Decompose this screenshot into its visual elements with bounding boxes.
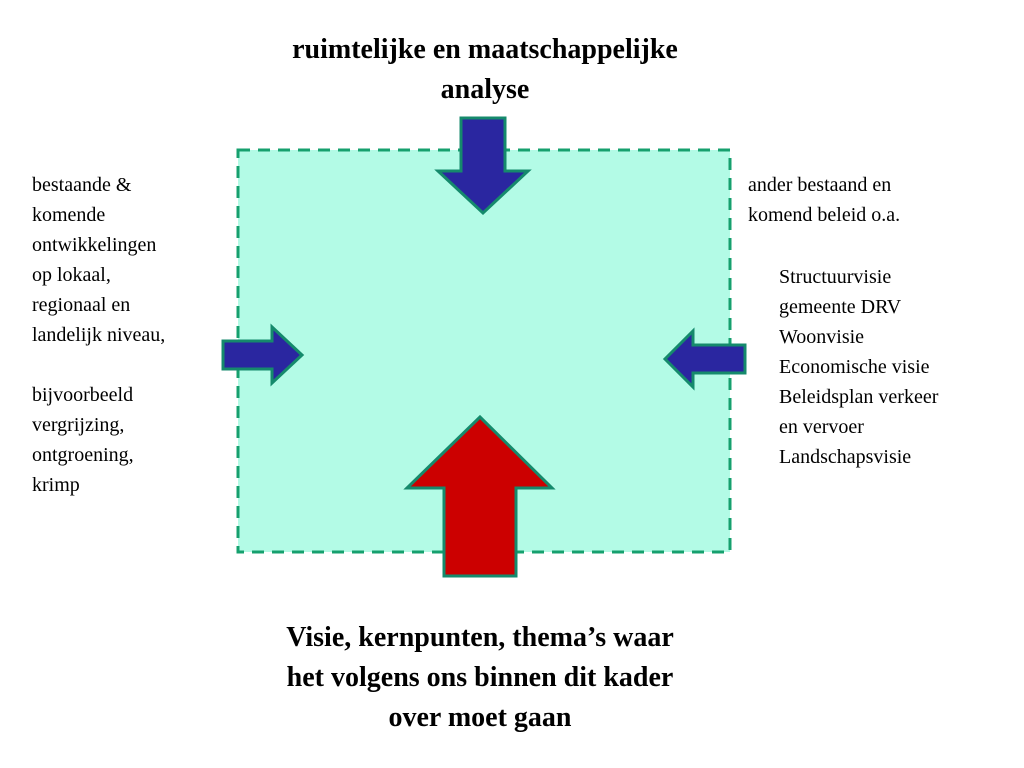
developments-line: op lokaal,: [32, 264, 111, 286]
policy-list: [779, 262, 938, 472]
vision-title-line: het volgens ons binnen dit kader: [286, 662, 674, 693]
vision-title-line: Visie, kernpunten, thema’s waar: [286, 622, 674, 653]
developments-line: ontwikkelingen: [32, 234, 157, 256]
developments-line: komende: [32, 204, 106, 226]
policy-item: Beleidsplan verkeer: [779, 386, 939, 408]
developments-line: bestaande &: [32, 174, 132, 196]
example-line: bijvoorbeeld: [32, 384, 134, 406]
developments-line: landelijk niveau,: [32, 324, 166, 346]
analysis-title: [220, 30, 750, 110]
example-line: krimp: [32, 474, 80, 496]
example-line: vergrijzing,: [32, 414, 125, 436]
policy-intro-line: ander bestaand en: [748, 174, 892, 196]
policy-intro: [748, 170, 900, 230]
policy-intro-line: komend beleid o.a.: [748, 204, 901, 226]
policy-item: en vervoer: [779, 416, 864, 438]
analysis-title-line: analyse: [440, 74, 530, 105]
vision-title: [220, 618, 740, 738]
vision-title-line: over moet gaan: [388, 702, 572, 733]
policy-item: Economische visie: [779, 356, 930, 378]
developments-text: [32, 170, 165, 500]
policy-item: Structuurvisie: [779, 266, 892, 288]
developments-line: regionaal en: [32, 294, 131, 316]
policy-item: gemeente DRV: [779, 296, 902, 318]
policy-item: Woonvisie: [779, 326, 865, 348]
analysis-title-line: ruimtelijke en maatschappelijke: [292, 34, 678, 65]
example-line: ontgroening,: [32, 444, 134, 466]
policy-item: Landschapsvisie: [779, 446, 912, 468]
